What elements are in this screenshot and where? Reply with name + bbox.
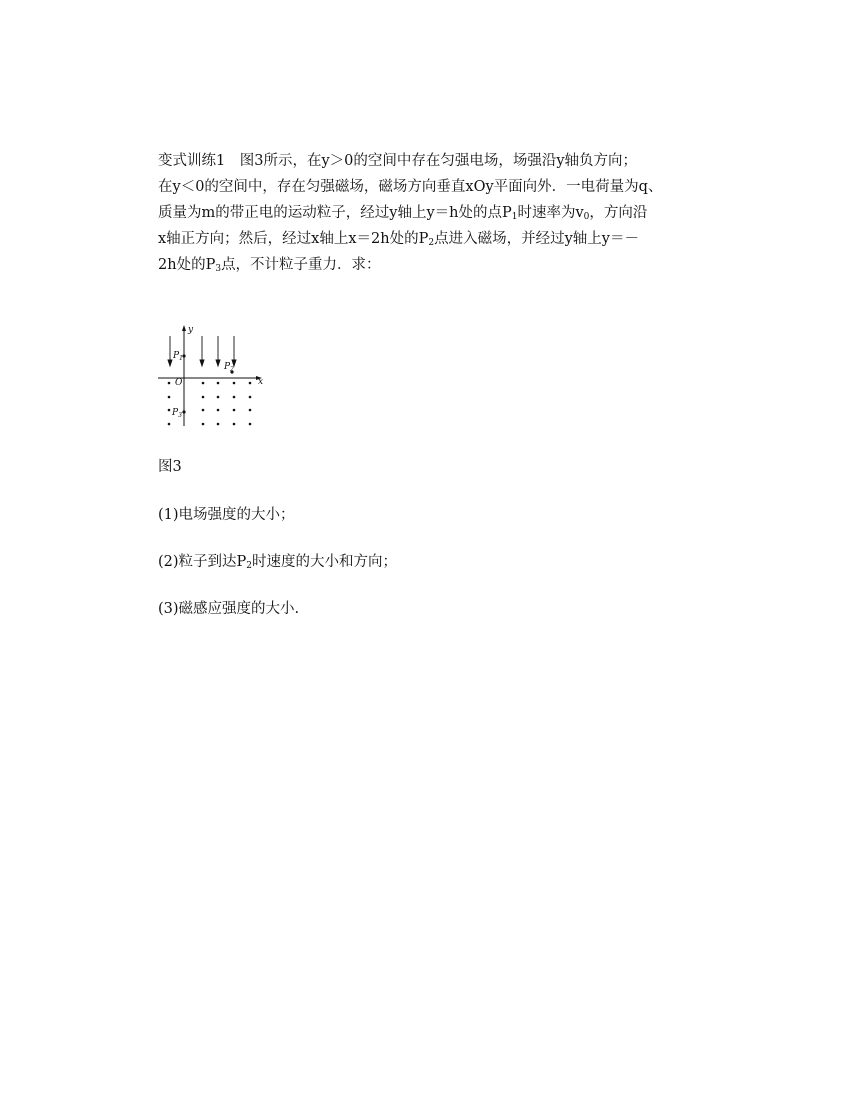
problem-text: 2h处的P [158, 257, 216, 273]
p3-label: $P_3$ [172, 408, 182, 419]
problem-text: x轴正方向；然后，经过x轴上x＝2h处的P [158, 231, 429, 247]
field-dot-icon [233, 409, 236, 412]
field-dot-icon [202, 382, 205, 385]
point-p3-dot [182, 410, 185, 413]
subscript: 2 [246, 561, 253, 571]
field-arrow-head-icon [168, 360, 172, 366]
field-dot-icon [168, 396, 171, 399]
field-dot-icon [202, 423, 205, 426]
problem-text: 点，不计粒子重力．求： [221, 257, 381, 273]
problem-statement [158, 148, 718, 278]
question-text: 时速度的大小和方向； [252, 554, 398, 570]
field-dot-icon [217, 396, 220, 399]
problem-line-2 [158, 174, 718, 200]
field-dot-icon [249, 396, 252, 399]
problem-text: 在y＜0的空间中，存在匀强磁场，磁场方向垂直xOy平面向外．一电荷量为q、 [158, 179, 663, 195]
subscript: 2 [428, 238, 435, 248]
field-dot-icon [202, 409, 205, 412]
field-dot-icon [168, 423, 171, 426]
field-dot-icon [217, 423, 220, 426]
problem-text: 时速率为v [517, 205, 584, 221]
field-dot-icon [168, 409, 171, 412]
field-dot-icon [202, 396, 205, 399]
problem-text: 点进入磁场，并经过y轴上y＝－ [434, 231, 639, 247]
question-2 [158, 551, 397, 573]
field-dot-icon [217, 382, 220, 385]
problem-text: 变式训练1 图3所示，在y＞0的空间中存在匀强电场，场强沿y轴负方向； [158, 153, 638, 169]
field-arrow-head-icon [216, 360, 220, 366]
field-dot-icon [249, 409, 252, 412]
problem-text: ，方向沿 [589, 205, 648, 221]
subscript: 3 [215, 264, 222, 274]
y-axis-arrow-icon [182, 325, 186, 331]
field-arrow-head-icon [200, 360, 204, 366]
problem-line-5 [158, 252, 718, 278]
question-3: (3)磁感应强度的大小. [158, 601, 300, 617]
field-dot-icon [168, 382, 171, 385]
subscript: 1 [511, 212, 518, 222]
field-dot-icon [249, 382, 252, 385]
p1-label: $P_1$ [173, 351, 183, 362]
physics-figure [156, 322, 268, 432]
x-axis-label: x [258, 377, 264, 387]
problem-line-3 [158, 200, 718, 226]
subscript: 0 [583, 212, 590, 222]
field-dot-icon [233, 423, 236, 426]
field-dot-icon [249, 423, 252, 426]
problem-line-1 [158, 148, 718, 174]
question-1: (1)电场强度的大小； [158, 507, 295, 523]
problem-line-4 [158, 226, 718, 252]
p2-label: $P_2$ [224, 362, 234, 373]
origin-label: O [175, 378, 183, 388]
figure-caption: 图3 [158, 459, 182, 475]
problem-text: 质量为m的带正电的运动粒子，经过y轴上y＝h处的点P [158, 205, 512, 221]
y-axis-label: y [188, 325, 194, 335]
field-dot-icon [217, 409, 220, 412]
field-dot-icon [233, 396, 236, 399]
field-dot-icon [233, 382, 236, 385]
question-text: (2)粒子到达P [158, 554, 247, 570]
